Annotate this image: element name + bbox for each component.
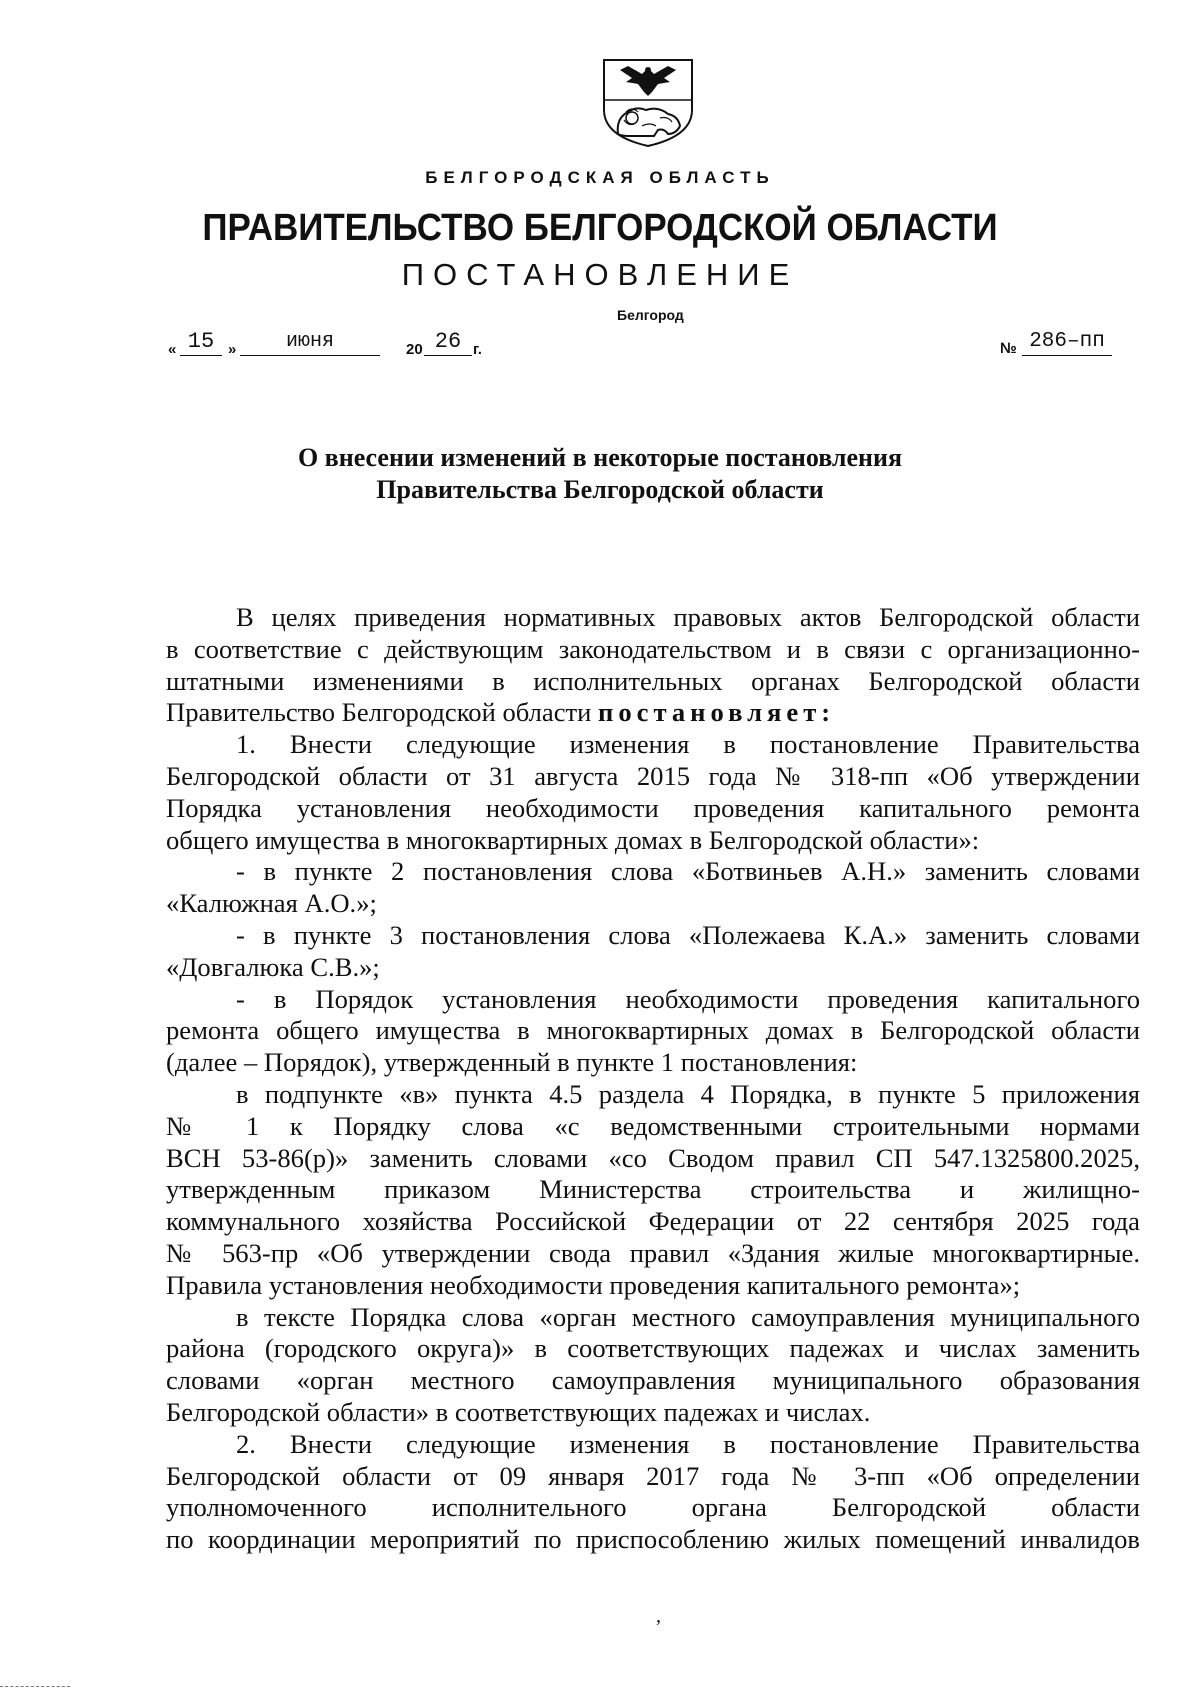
coat-of-arms-emblem [598, 56, 698, 150]
body-line: коммунального хозяйства Российской Федерации от 22 сентября 2025 года [166, 1206, 1140, 1237]
date-open-quote: « [168, 341, 177, 358]
body-line: - в пункте 3 постановления слова «Полежаева К.А.» заменить словами [236, 919, 1140, 950]
date-line [168, 326, 498, 362]
date-day: 15 [180, 329, 222, 356]
body-line: Белгородской области от 31 августа 2015 года № 318-пп «Об утверждении [166, 760, 1140, 791]
body-line: (далее – Порядок), утвержденный в пункте 1 постановления: [166, 1047, 858, 1078]
body-line: В целях приведения нормативных правовых актов Белгородской области [236, 602, 1140, 632]
body-line: Белгородской области» в соответствующих падежах и числах. [166, 1396, 871, 1427]
document-number: 286–пп [1022, 329, 1112, 356]
body-line: в соответствие с действующим законодательством и в связи с организационно- [166, 633, 1140, 664]
body-line: Правила установления необходимости проведения капитального ремонта»; [166, 1269, 1021, 1300]
city-name: Белгород [617, 307, 684, 323]
body-line: 1. Внести следующие изменения в постановление Правительства [236, 729, 1140, 760]
body-line: утвержденным приказом Министерства строительства и жилищно- [166, 1174, 1140, 1205]
body-line: в тексте Порядка слова «орган местного самоуправления муниципального [236, 1301, 1140, 1332]
document-type: ПОСТАНОВЛЕНИЕ [401, 257, 799, 292]
title-line-2: Правительства Белгородской области [376, 475, 824, 504]
body-line: в подпункте «в» пункта 4.5 раздела 4 Порядка, в пункте 5 приложения [236, 1078, 1140, 1109]
region-name: БЕЛГОРОДСКАЯ ОБЛАСТЬ [425, 168, 775, 187]
body-line: 2. Внести следующие изменения в постановление Правительства [236, 1428, 1140, 1459]
body-line: Порядка установления необходимости проведения капитального ремонта [166, 792, 1140, 823]
body-line: ремонта общего имущества в многоквартирных домах в Белгородской области [166, 1015, 1140, 1046]
body-line: общего имущества в многоквартирных домах в Белгородской области»: [166, 824, 980, 855]
date-year-suffix: 26 [424, 329, 472, 356]
document-title [0, 442, 1200, 506]
body-line: уполномоченного исполнительного органа Белгородской области [166, 1492, 1140, 1523]
body-line: «Калюжная А.О.»; [166, 888, 377, 919]
number-prefix: № [1000, 340, 1017, 357]
date-month: июня [240, 329, 380, 356]
body-line: № 1 к Порядку слова «с ведомственными строительными нормами [166, 1110, 1140, 1141]
scan-edge-line [0, 1686, 70, 1688]
title-line-1: О внесении изменений в некоторые постановления [297, 443, 903, 472]
body-line: - в пункте 2 постановления слова «Ботвиньев А.Н.» заменить словами [236, 856, 1140, 887]
body-line: штатными изменениями в исполнительных органах Белгородской области [166, 665, 1140, 696]
body-line: словами «орган местного самоуправления муниципального образования [166, 1365, 1140, 1396]
body-line: Белгородской области от 09 января 2017 года № 3-пп «Об определении [166, 1460, 1140, 1491]
date-close-quote: » [228, 341, 237, 358]
document-body [166, 602, 1140, 1556]
body-line [166, 697, 1140, 729]
body-line: ВСН 53-86(р)» заменить словами «со Сводом правил СП 547.1325800.2025, [166, 1142, 1140, 1173]
body-line: «Довгалюка С.В.»; [166, 951, 380, 982]
body-text: Правительство Белгородской области [166, 697, 599, 728]
body-line: района (городского округа)» в соответствующих падежах и числах заменить [166, 1333, 1140, 1364]
body-line: № 563-пр «Об утверждении свода правил «Здания жилые многоквартирные. [166, 1237, 1140, 1268]
page-mark: ‚ [655, 1605, 662, 1627]
date-year-mark: г. [473, 341, 482, 358]
body-line: - в Порядок установления необходимости проведения капитального [236, 983, 1140, 1014]
government-name: ПРАВИТЕЛЬСТВО БЕЛГОРОДСКОЙ ОБЛАСТИ [202, 207, 998, 249]
body-line: по координации мероприятий по приспособлению жилых помещений инвалидов [166, 1524, 1140, 1555]
number-line [1000, 326, 1120, 362]
date-year-prefix: 20 [406, 341, 423, 358]
resolves-word: постановляет: [598, 697, 836, 728]
